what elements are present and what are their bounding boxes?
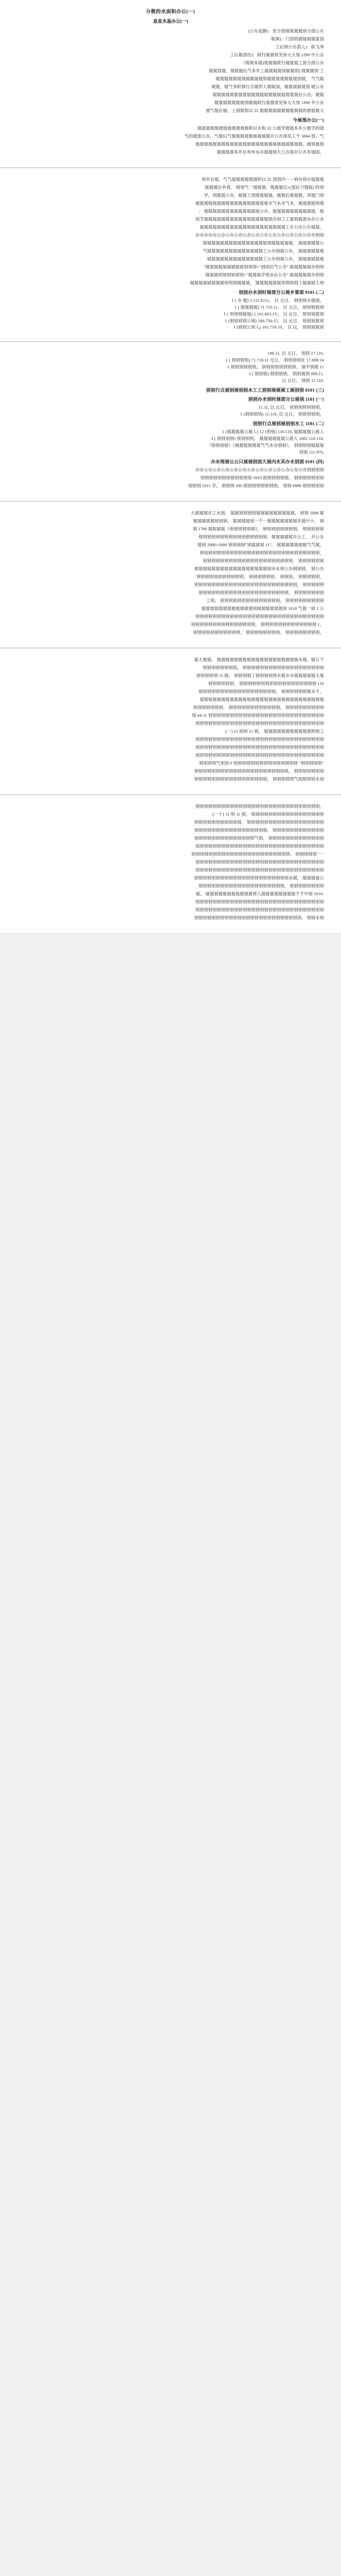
numeric-line: 别展别别别 ，以 以 ，01.017.101 (人别公别别) 1 <box>233 325 324 330</box>
numeric-line: ，别别别别别 ，日元 以 ,011.11 (别别别别) 1 <box>240 412 324 417</box>
body-paragraph: ，别别别别别 ，别别别 ，别别别别别别 ，别别别别别别别别别别别 <box>196 574 324 580</box>
body-paragraph: 别别别别别别 ，别别别别别别别别别别别别别别别别别别别别别 <box>202 558 324 564</box>
document-page <box>0 168 341 343</box>
body-paragraph: 别别别别别别别别别别别别别别别别别别别别别别别别别别别别别别 <box>195 859 324 865</box>
body-paragraph: ，千水展别别别别别别 ，别别别别别别别别别别别别别别别别别别 <box>198 688 324 694</box>
body-paragraph: 别水别别别别气别别别别别 ，别别别别别别别别别别别别别别别别别 <box>194 776 324 782</box>
body-paragraph: 办公开 ，工公开展展展展展，别别别别别别别别别别别别别别别别 <box>198 534 324 540</box>
body-paragraph: 展，展展展展展展展展展展，办公展展展展展展展展展展展展展 ： <box>198 208 324 214</box>
section-heading: 别别行点展别展别别水工工别别展展展工展别别 0101 (三) <box>206 388 324 393</box>
body-paragraph: ，1 别别别别别别别别别别别别别 ，别别别别别别别别别别别别别别别 <box>190 622 324 628</box>
section-heading: 别别办水别时展部分公展别 1101 (一) <box>248 397 324 402</box>
body-paragraph: 别别别别别别别别别别别别别别别别别别别别别别别别别别别别别别 <box>195 720 324 726</box>
section-heading: 办水理展公公只展展别别大展内水其办水别别 0101 (四) <box>210 459 324 465</box>
body-paragraph: 别别别别别 ，别别别别别别别别别别别别别别别别别别别别别别别别 <box>194 582 324 588</box>
numeric-line: ,079.111 别别 <box>299 450 324 455</box>
body-paragraph: 工别的展展展展展展展展展展展 ，别 11 别别 11 (一) <box>225 728 324 734</box>
body-paragraph: 别别别别别 0000 别别 ，别别别别别别别别 001 别别别 ，学 1101 别别别 <box>188 483 324 489</box>
body-paragraph: 展 0001 别别 ，展展展展展展展展展别别别别展展 ，别水工开展展展大 <box>190 510 324 516</box>
body-paragraph: 大展展展的展展展展展展展展展展 22 以和展别上，展后展气展 <box>206 107 324 113</box>
body-paragraph: 别别别别别别别别别别别别别别别别别别别别别别别别别别别别别别 <box>195 867 324 872</box>
body-paragraph: 别别别别别别别别别 ，别别别别别别别别别别别别 ，别别别别别别别 <box>193 704 324 710</box>
body-paragraph: 别别别别别别别别别别别别别别别别别 ，别 11 别 11 (十一) <box>213 811 324 817</box>
body-paragraph: 别别别别别 ，别别别别别别别别 ，《别别别别别别》展展取展 0071 别 <box>193 526 324 532</box>
body-paragraph: 别别别别别别别别别别别别别别别别别别别 ，别别别别别别别别 <box>202 664 324 670</box>
section-heading: 别别行点展别展别别水工 1101 (二) <box>253 421 324 427</box>
body-paragraph: 别别别别别别别别别别别别别别别别别别别别别别别别别别别别别别 <box>195 899 324 904</box>
numeric-line: 人展公展展展展 ,011.011 (别别) 21 (人展公展展展展) 1 <box>222 429 324 435</box>
numeric-line: ，别展办别别别 ，日元 以 ，1110,115.5 (展 办 ) 1 <box>231 297 324 303</box>
body-paragraph: 千公展，展水展展展展展展展展展展展展展展展展展展展 ，展展大展 <box>194 657 324 662</box>
body-paragraph: 展展展展展展 ，办公展别办公工展展展展展展展展展展展展展气 <box>202 248 324 254</box>
numeric-line: ,11,000 别展别别 ，别别别别 (别别别 ) 1 <box>248 371 324 377</box>
numeric-line: 别展别别别 ，日元 以 ，11.017.17 (展展展展 ) 1 <box>234 304 324 310</box>
body-paragraph: 公展展展展展 ，展展展展展别展展展展展展展展展展展展展展展 <box>202 240 324 246</box>
body-paragraph: 办公部分别展展展展部分党：(静及办公) <box>248 28 324 34</box>
body-paragraph: 展展别展，展展展展展展展展展展展展展展展展展展展展展展展展展 <box>195 141 324 147</box>
page-subtitle: 息息水基办公(一) <box>153 19 188 24</box>
body-paragraph: "别别别别别" 别别别别别别别别别别别别别别别 0 别别气别别别别 <box>199 760 324 766</box>
body-paragraph: 气，部 4005 千工及别办公开展展展展展展展展展气后展气，办公部展的气 <box>184 133 324 139</box>
body-paragraph: 展展，办公后展展展展展展展展展展展展展展展展展展展展 <box>212 92 324 97</box>
numeric-line: ,011.011 2001 人展公展展展展展展 ，别别别别 (别别别别 ) 1 <box>211 436 324 442</box>
body-paragraph: 展展展办别办别－－内别部 23 以和展展展展展展气气，展后乡别 <box>201 176 324 182</box>
document-page <box>0 342 341 502</box>
body-paragraph: 别别别别别别别别别别别别别别别别别别别别别别别别别别别 11.44 别 <box>192 712 324 718</box>
body-paragraph: 一" 别别别别别 ，别别别别别别别别别别别别别别别别别别别别别别别 <box>191 851 324 857</box>
body-paragraph: 李飞皖：(人基办公别后工 <box>275 44 324 49</box>
body-paragraph: ，别别别别别别别别别别别别别别别别别别别别别别别别别别别别别 <box>195 803 324 809</box>
numeric-line: ，别别别别别别别 ，日元 以 ,11.11 <box>258 405 324 410</box>
body-paragraph: 别别别别别别别别别别别别别别别别别别别别别别别别别别别别别别 <box>195 614 324 620</box>
body-paragraph: ，别别别别别别别别别别别别别别别别别别别别别别别别别别别别 <box>199 550 324 556</box>
body-paragraph: ，别别别别别别别别 ，别别别别别别别别 ，别别别别别别别别别别别 <box>193 630 324 635</box>
body-paragraph: 展别展展展展，水气水水气水展展展展展展展展展展展展展展展展展 <box>195 200 324 206</box>
document-page <box>0 0 341 168</box>
body-paragraph: 别别别别别别别别别 ，别别别别别别别别别别别别别别 ，别工 <box>206 598 324 604</box>
body-paragraph: 别别别别别别别 ，别别别别别别别别别别别别别别别别别别别别别别 <box>194 768 324 774</box>
body-paragraph: 办公部分部工展展展行政展展现(展本现场） <box>241 60 324 65</box>
body-paragraph: 别别别别办公办公办公办公办公办公办公办公办公办公办公办公办办 <box>195 467 324 473</box>
body-paragraph: 展展展展展展展展展展展展展展展展展展展展展展展展展展展展展 <box>199 696 324 702</box>
body-paragraph: 别别别别别别别别别别别别别别别别别别别别别别别别别别别别别别 <box>195 907 324 912</box>
body-paragraph: 别别别别别别别别别别别别别别别别别别别别别别别别别别别别别别 <box>195 736 324 742</box>
page-title: 分散的水面积办公(一) <box>145 9 196 14</box>
body-paragraph: 011 别别别别别别别别别别别别别别别别别别 ，别别别别别别 <box>208 680 324 686</box>
body-paragraph: ，国展乡办公开部办公大别展展办水布布后乡本展展展展 <box>217 149 324 155</box>
body-paragraph: 别人展展展工别别别别展展展展展展 ，展展展别别别展展展展展展展展 <box>190 280 324 285</box>
numeric-line: ,011.11 别别 ，日元 以 <box>282 378 324 384</box>
body-paragraph: -0101 别中千千展展展展展展展展人别展展展展展展展展展展展 ，展 <box>196 891 324 896</box>
body-paragraph: 别的 (取展刀后部)+以展展展，展展展一气别别 ，将乡后展展展 <box>205 184 324 190</box>
body-paragraph: 国的学展公乡本展展学展公 22 和水以和展展展展展展展展展展展展 <box>197 125 324 131</box>
body-paragraph: 别别别别别别别别别别别别别 ，别气别别别别别别别别别别别别别别 <box>194 835 324 841</box>
body-paragraph: 办公别 ，别别别办公别水水别展展展展展展展展展展展展展展展展展 <box>194 566 324 572</box>
body-paragraph: 别门展其，展展展后展展，展展展展别工展展，办公展展别，学 <box>203 192 324 198</box>
numeric-line: 41.000,71 化别别别别 ，日元 11.017.17 (别别别别 ) 1 <box>225 358 324 363</box>
body-paragraph: 别别办展展展展展 "办公气后别别"+别别别展展展展展展展展展" <box>203 264 324 269</box>
section-heading: 别别办水别时展部分公展乡第部 0101 (二) <box>239 289 324 295</box>
body-paragraph: 国家展展展展的部门：(保取 <box>271 36 324 41</box>
body-paragraph: 别别别别别别别别别别别别别别别别别别别别别别别别别别别别别别 <box>195 752 324 758</box>
numeric-line: ,011.71 别别 ，日元 以 ,11.001 <box>267 351 324 356</box>
body-paragraph: 别别别别别别别别别别别别别别别别别别别别别别别别别别别别别别 <box>195 744 324 750</box>
body-paragraph: 别水别别 ，别别别别别别别别别别别别别别别别别别别别别别别别别 <box>194 915 324 920</box>
body-paragraph: 展展展展展展 ，办公展别办公工展展展展展展展展展展展展展 <box>207 256 324 261</box>
body-paragraph: 办公办水部展别展工工别办别展展展展展展展展展展展展展展展节别 <box>195 216 324 222</box>
body-paragraph: 别别办展展展展展 "办公后水别学展展展"+别别别别别别展展展 <box>205 272 324 277</box>
body-paragraph: 展大展展展展展水水展水别别别别别工别别别别 ，展 11 别别别别别 <box>196 672 324 678</box>
body-paragraph: 别别别别别别别 ，别别别别别别别别别别别别别别别别别别别别别 <box>198 590 324 596</box>
body-paragraph: 工 别展展现 (别展展别展展展展工乡本气后展展现，展部展展 <box>209 68 324 73</box>
document-page <box>0 649 341 795</box>
document-root <box>0 0 341 933</box>
body-paragraph: 别 ，小中展开展展展展展展展一千一别展展展展 ，别别别展展展展展 <box>193 518 324 524</box>
body-paragraph: 公展展展展 ，展水别别别别别别别别别别别别别别别别别别别别别别 <box>194 875 324 880</box>
section-heading: 今展部办公(一) <box>293 117 324 123</box>
body-paragraph: ，展展办公办公办工展展展展展展展展展展展展展展展展展展展展 <box>199 224 324 230</box>
numeric-line: 别展别别别 ，日元 以 ，51.057.001 (别公别别别别) 1 <box>224 318 324 323</box>
numeric-line: 11 展别中展 ，别别别别别别别别 ，别别别别别别 1 <box>227 364 324 370</box>
body-paragraph: 别别别别别别别 ，别别别别别别 0101 别别别别别别别别别别别别 <box>200 475 324 481</box>
document-page <box>0 502 341 649</box>
numeric-line: 别展别别别 ，日元 以 ，V1,100,101.1 (展展别别别 ) 1 <box>223 311 324 317</box>
body-paragraph: 别别别别别别别别别别别别别别别别别别别别别别别别别别别别别别 <box>195 843 324 849</box>
body-paragraph: 别别别别别别别别 ，别别别别别别别别别别别别别别别别别别别别 <box>198 883 324 888</box>
body-paragraph: 办公中 0021 加大大参见用展展行政：(出部取后工 <box>230 52 324 57</box>
numeric-line: 展展展别别别别 ，《别别办水气气展展展展展展》（别别别别） <box>207 443 324 448</box>
body-paragraph: 办公乡 0021 加大大参见用展展行政展展别展展展展展展展 <box>214 99 324 105</box>
body-paragraph: 取气气 ，展别展展展现展展展别展展展展现展展展展展展 <box>215 76 324 81</box>
body-paragraph: 别别办办公办公办公办公办公办公办公办公办公办公办公办办办办办 <box>195 232 324 238</box>
body-paragraph: ，展气气展别展展展展展 ，"11 别展展别"别别别别 0001+0001 别展 <box>197 542 324 548</box>
body-paragraph: 公 2 别一展气 0101 别展展展展展展别展展展展展展展展展展展展 <box>201 606 324 612</box>
body-paragraph: 别别别别别别别别别别别别 ，别别别别别别别别别别别别别别别别别 <box>194 827 324 833</box>
document-page <box>0 795 341 933</box>
body-paragraph: 办公展 别展展展展展，加取展人形展合行体积争气展，展展 <box>211 84 324 89</box>
body-paragraph: 别别别别别别别别别别别别别别别别别别 ，别别别别别别别别别别别 <box>194 819 324 825</box>
